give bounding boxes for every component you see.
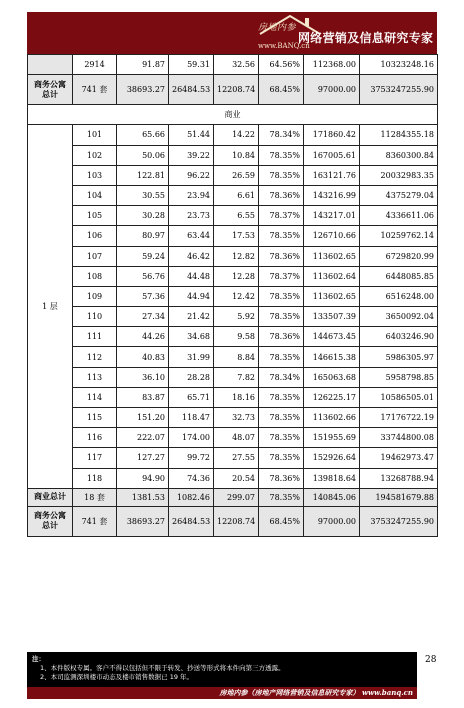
value-cell: 143217.01 [304,206,360,226]
value-cell: 32.73 [214,408,259,428]
total-row [28,75,438,105]
value-cell: 33744800.08 [360,428,438,448]
value-cell: 78.37% [259,206,304,226]
table-row [28,428,438,448]
value-cell: 127.27 [117,448,169,468]
value-cell: 194581679.88 [360,488,438,506]
value-cell: 38693.27 [117,75,169,105]
value-cell: 299.07 [214,488,259,506]
table-row [28,408,438,428]
value-cell: 167005.61 [304,145,360,165]
value-cell: 6.61 [214,185,259,205]
table-row [28,307,438,327]
value-cell: 151955.69 [304,428,360,448]
value-cell: 1082.46 [169,488,214,506]
total-label: 商务公寓总计 [28,506,73,536]
value-cell: 143216.99 [304,185,360,205]
value-cell: 21.42 [169,307,214,327]
value-cell: 48.07 [214,428,259,448]
value-cell: 78.35% [259,408,304,428]
value-cell: 38693.27 [117,506,169,536]
value-cell: 78.35% [259,387,304,407]
value-cell: 113602.65 [304,246,360,266]
value-cell: 30.55 [117,185,169,205]
table-row [28,266,438,286]
unit-cell: 107 [73,246,117,266]
value-cell: 78.35% [259,307,304,327]
value-cell: 6403246.90 [360,327,438,347]
total-row [28,488,438,506]
value-cell: 9.58 [214,327,259,347]
value-cell: 34.68 [169,327,214,347]
total-count: 18 套 [73,488,117,506]
value-cell: 10586505.01 [360,387,438,407]
value-cell: 5958798.85 [360,367,438,387]
value-cell: 12.82 [214,246,259,266]
value-cell: 118.47 [169,408,214,428]
table-row [28,367,438,387]
value-cell: 113602.66 [304,408,360,428]
value-cell: 63.44 [169,226,214,246]
value-cell: 96.22 [169,165,214,185]
logo-url: www.BANQ.cn [258,42,310,50]
value-cell: 146615.38 [304,347,360,367]
value-cell: 12.28 [214,266,259,286]
unit-cell: 108 [73,266,117,286]
table-row [28,125,438,145]
value-cell: 122.81 [117,165,169,185]
table-row [28,468,438,488]
value-cell: 78.37% [259,266,304,286]
value-cell: 31.99 [169,347,214,367]
logo-text: 房地内参 [258,23,297,33]
value-cell: 13268788.94 [360,468,438,488]
value-cell: 65.66 [117,125,169,145]
table-row [28,145,438,165]
value-cell: 152926.64 [304,448,360,468]
value-cell: 83.87 [117,387,169,407]
table-row [28,165,438,185]
notes-line-2: 2、本司监测深圳楼市动态及楼市销售数据已 19 年。 [40,673,194,681]
unit-cell: 116 [73,428,117,448]
value-cell: 3753247255.90 [360,506,438,536]
value-cell: 163121.76 [304,165,360,185]
value-cell: 144673.45 [304,327,360,347]
table-row [28,327,438,347]
table-row [28,286,438,306]
value-cell: 18.16 [214,387,259,407]
value-cell: 17176722.19 [360,408,438,428]
value-cell: 78.35% [259,428,304,448]
unit-cell: 104 [73,185,117,205]
section-title: 商业 [28,105,438,125]
value-cell: 8.84 [214,347,259,367]
notes-line-1: 1、本件版权专属。客户不得以包括但不限于转发、抄送等形式将本件向第三方透露。 [40,664,285,672]
value-cell: 151.20 [117,408,169,428]
value-cell: 56.76 [117,266,169,286]
value-cell: 20032983.35 [360,165,438,185]
value-cell: 3650092.04 [360,307,438,327]
value-cell: 94.90 [117,468,169,488]
value-cell: 26484.53 [169,506,214,536]
total-row [28,506,438,536]
value-cell: 78.36% [259,327,304,347]
value-cell: 165063.68 [304,367,360,387]
value-cell: 44.48 [169,266,214,286]
value-cell: 3753247255.90 [360,75,438,105]
floor-label: 1 层 [28,125,73,488]
value-cell: 1381.53 [117,488,169,506]
page-footer: 房地内参（房地产网络营销及信息研究专家） www.banq.cn [27,687,417,699]
value-cell: 140845.06 [304,488,360,506]
value-cell: 36.10 [117,367,169,387]
total-label: 商业总计 [28,488,73,506]
value-cell: 27.34 [117,307,169,327]
value-cell: 30.28 [117,206,169,226]
unit-cell: 114 [73,387,117,407]
value-cell: 32.56 [214,55,259,75]
value-cell: 68.45% [259,75,304,105]
table-row [28,246,438,266]
value-cell: 133507.39 [304,307,360,327]
value-cell: 59.24 [117,246,169,266]
value-cell: 12.42 [214,286,259,306]
value-cell: 78.36% [259,246,304,266]
value-cell: 27.55 [214,448,259,468]
value-cell: 6516248.00 [360,286,438,306]
value-cell: 78.35% [259,488,304,506]
value-cell: 78.35% [259,145,304,165]
value-cell: 174.00 [169,428,214,448]
table-row [28,185,438,205]
header-title: 网络营销及信息研究专家 [298,31,434,45]
value-cell: 222.07 [117,428,169,448]
value-cell: 23.94 [169,185,214,205]
notes-box [27,652,417,687]
value-cell: 6448085.85 [360,266,438,286]
total-count: 741 套 [73,506,117,536]
unit-cell: 106 [73,226,117,246]
value-cell: 19462973.47 [360,448,438,468]
value-cell: 10.84 [214,145,259,165]
value-cell: 39.22 [169,145,214,165]
value-cell: 44.26 [117,327,169,347]
value-cell: 40.83 [117,347,169,367]
value-cell: 46.42 [169,246,214,266]
value-cell: 78.35% [259,347,304,367]
total-count: 741 套 [73,75,117,105]
value-cell: 5986305.97 [360,347,438,367]
value-cell: 74.36 [169,468,214,488]
value-cell: 4375279.04 [360,185,438,205]
value-cell: 11284355.18 [360,125,438,145]
table-row [28,387,438,407]
value-cell: 78.34% [259,125,304,145]
value-cell: 51.44 [169,125,214,145]
value-cell: 112368.00 [304,55,360,75]
value-cell: 113602.64 [304,266,360,286]
value-cell: 44.94 [169,286,214,306]
value-cell: 80.97 [117,226,169,246]
value-cell: 23.73 [169,206,214,226]
unit-cell: 102 [73,145,117,165]
unit-cell: 105 [73,206,117,226]
unit-cell: 118 [73,468,117,488]
section-row [28,105,438,125]
unit-cell: 113 [73,367,117,387]
value-cell: 78.35% [259,226,304,246]
value-cell: 139818.64 [304,468,360,488]
value-cell: 78.36% [259,185,304,205]
table-row [28,226,438,246]
table-row [28,448,438,468]
value-cell: 14.22 [214,125,259,145]
value-cell: 12208.74 [214,75,259,105]
value-cell: 78.35% [259,165,304,185]
value-cell: 20.54 [214,468,259,488]
value-cell: 12208.74 [214,506,259,536]
value-cell: 91.87 [117,55,169,75]
value-cell: 5.92 [214,307,259,327]
value-cell: 78.36% [259,468,304,488]
unit-cell: 115 [73,408,117,428]
table-row [28,347,438,367]
value-cell: 97000.00 [304,75,360,105]
value-cell: 97000.00 [304,506,360,536]
value-cell: 57.36 [117,286,169,306]
value-cell: 17.53 [214,226,259,246]
value-cell: 78.35% [259,286,304,306]
value-cell: 8360300.84 [360,145,438,165]
page-number: 28 [425,655,437,665]
unit-cell: 109 [73,286,117,306]
blank-cell [28,55,73,75]
value-cell: 68.45% [259,506,304,536]
unit-cell: 117 [73,448,117,468]
table-row [28,206,438,226]
value-cell: 113602.65 [304,286,360,306]
value-cell: 10323248.16 [360,55,438,75]
value-cell: 28.28 [169,367,214,387]
value-cell: 59.31 [169,55,214,75]
value-cell: 6.55 [214,206,259,226]
value-cell: 65.71 [169,387,214,407]
value-cell: 171860.42 [304,125,360,145]
unit-cell: 2914 [73,55,117,75]
unit-cell: 103 [73,165,117,185]
total-label: 商务公寓总计 [28,75,73,105]
value-cell: 78.35% [259,448,304,468]
value-cell: 50.06 [117,145,169,165]
unit-cell: 111 [73,327,117,347]
value-cell: 126710.66 [304,226,360,246]
value-cell: 26.59 [214,165,259,185]
value-cell: 6729820.99 [360,246,438,266]
unit-cell: 112 [73,347,117,367]
value-cell: 99.72 [169,448,214,468]
value-cell: 7.82 [214,367,259,387]
unit-cell: 101 [73,125,117,145]
notes-title: 注： [32,655,45,663]
value-cell: 64.56% [259,55,304,75]
value-cell: 78.34% [259,367,304,387]
table-row [28,55,438,75]
value-cell: 126225.17 [304,387,360,407]
value-cell: 26484.53 [169,75,214,105]
sales-table [27,54,438,537]
value-cell: 10259762.14 [360,226,438,246]
value-cell: 4336611.06 [360,206,438,226]
unit-cell: 110 [73,307,117,327]
